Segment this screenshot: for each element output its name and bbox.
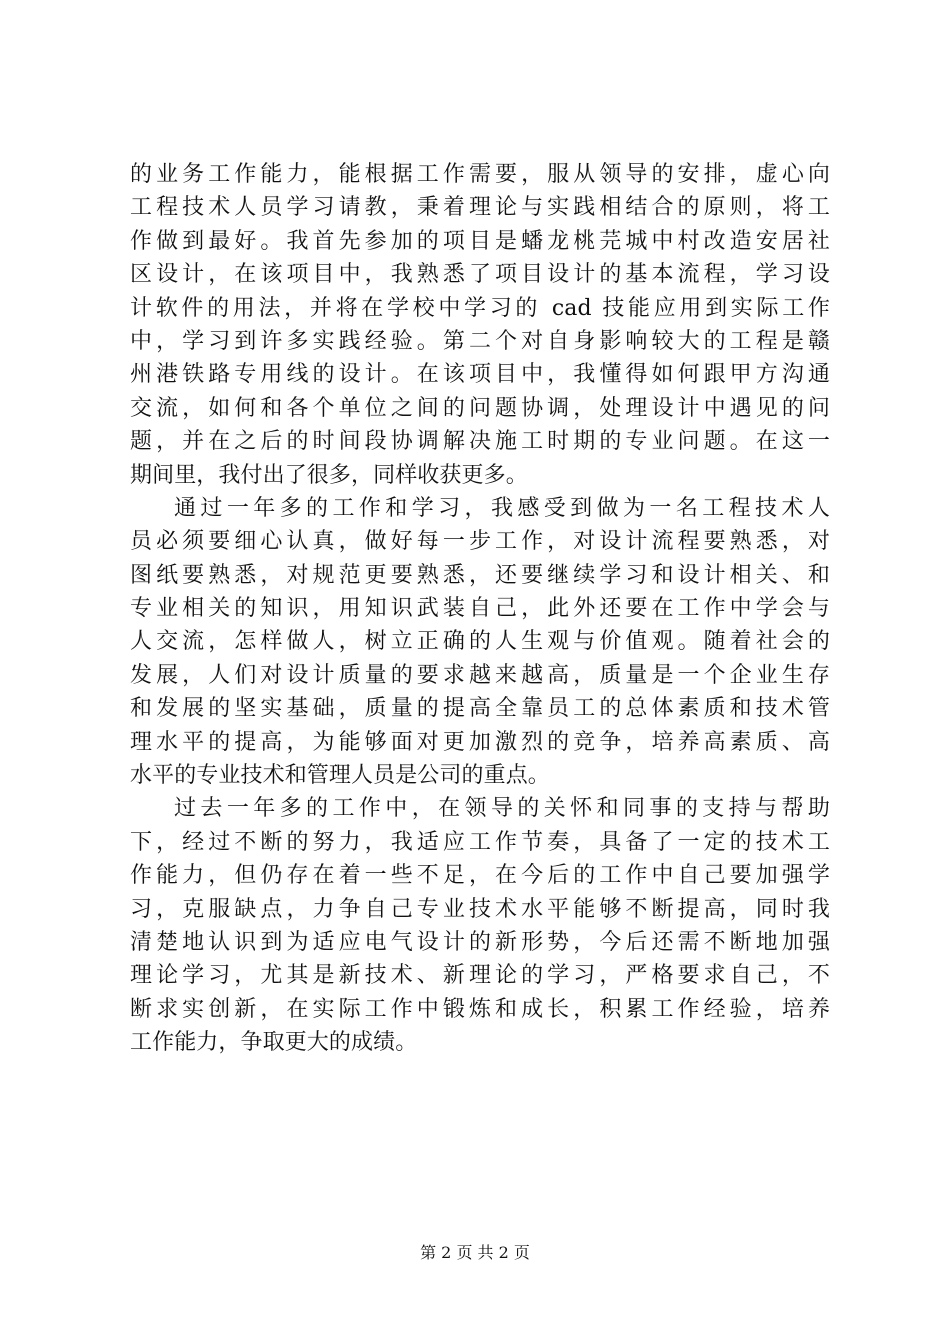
paragraph-1 (130, 158, 830, 492)
text-line: 员必须要细心认真，做好每一步工作，对设计流程要熟悉，对 (130, 529, 830, 555)
text-line: 作能力，但仍存在着一些不足，在今后的工作中自己要加强学 (130, 863, 830, 889)
text-line: 下，经过不断的努力，我适应工作节奏，具备了一定的技术工 (130, 829, 830, 855)
document-body (130, 158, 830, 1060)
text-line: 理论学习，尤其是新技术、新理论的学习，严格要求自己，不 (130, 963, 830, 989)
text-line: 交流，如何和各个单位之间的问题协调，处理设计中遇见的问 (130, 395, 830, 421)
text-line: 计软件的用法，并将在学校中学习的 cad 技能应用到实际工作 (130, 295, 830, 321)
text-line: 习，克服缺点，力争自己专业技术水平能够不断提高，同时我 (130, 896, 830, 922)
text-line: 和发展的坚实基础，质量的提高全靠员工的总体素质和技术管 (130, 696, 830, 722)
text-line: 断求实创新，在实际工作中锻炼和成长，积累工作经验，培养 (130, 996, 830, 1022)
text-line: 过去一年多的工作中，在领导的关怀和同事的支持与帮助 (174, 796, 830, 822)
text-line: 中，学习到许多实践经验。第二个对自身影响较大的工程是赣 (130, 328, 830, 354)
text-line: 人交流，怎样做人，树立正确的人生观与价值观。随着社会的 (130, 629, 830, 655)
text-line: 区设计，在该项目中，我熟悉了项目设计的基本流程，学习设 (130, 262, 830, 288)
text-line: 州港铁路专用线的设计。在该项目中，我懂得如何跟甲方沟通 (130, 362, 830, 388)
text-line: 的业务工作能力，能根据工作需要，服从领导的安排，虚心向 (130, 162, 830, 187)
text-line: 期间里，我付出了很多，同样收获更多。 (130, 462, 528, 488)
page-number-footer: 第 2 页 共 2 页 (420, 1243, 530, 1262)
text-line: 通过一年多的工作和学习，我感受到做为一名工程技术人 (174, 495, 830, 521)
text-line: 工程技术人员学习请教，秉着理论与实践相结合的原则，将工 (130, 195, 830, 221)
text-line: 作做到最好。我首先参加的项目是蟠龙桃芫城中村改造安居社 (130, 228, 830, 254)
text-line: 工作能力，争取更大的成绩。 (130, 1030, 418, 1056)
text-line: 图纸要熟悉，对规范更要熟悉，还要继续学习和设计相关、和 (130, 562, 830, 588)
text-line: 清楚地认识到为适应电气设计的新形势，今后还需不断地加强 (130, 929, 830, 955)
text-line: 理水平的提高，为能够面对更加激烈的竞争，培养高素质、高 (130, 729, 830, 755)
text-line: 专业相关的知识，用知识武装自己，此外还要在工作中学会与 (130, 596, 830, 622)
text-line: 题，并在之后的时间段协调解决施工时期的专业问题。在这一 (130, 429, 830, 455)
text-line: 水平的专业技术和管理人员是公司的重点。 (130, 763, 550, 789)
text-line: 发展，人们对设计质量的要求越来越高，质量是一个企业生存 (130, 662, 830, 688)
paragraph-2 (130, 492, 830, 793)
paragraph-3 (130, 792, 830, 1059)
